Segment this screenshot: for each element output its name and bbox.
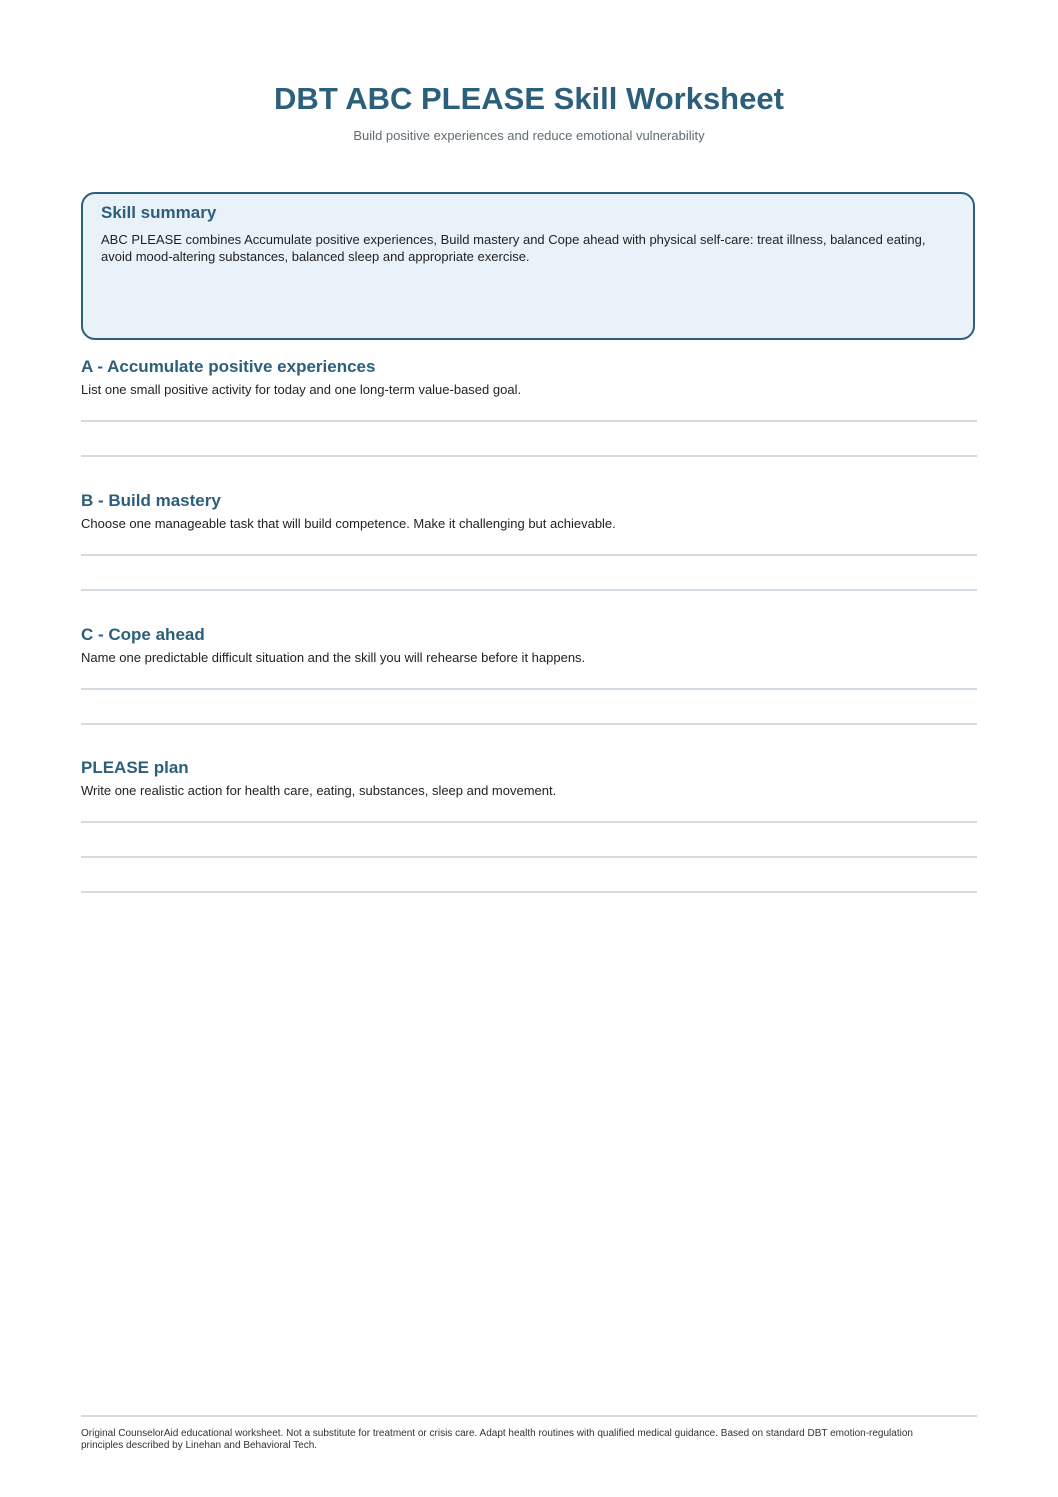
footer-disclaimer: Original CounselorAid educational worksheet. Not a substitute for treatment or crisis care. Adapt health routines with qualified medical guidance. Based on standard DBT emotion-regulation principles described by Linehan and Behavioral Tech. (81, 1428, 913, 1451)
writing-line[interactable] (81, 688, 977, 690)
section-instruction: Choose one manageable task that will build competence. Make it challenging but achievable. (81, 516, 616, 531)
writing-line[interactable] (81, 589, 977, 591)
footer-divider (81, 1415, 977, 1417)
section-instruction: List one small positive activity for today and one long-term value-based goal. (81, 382, 522, 397)
skill-summary-box (81, 192, 975, 340)
section-instruction: Write one realistic action for health care, eating, substances, sleep and movement. (81, 783, 557, 798)
writing-line[interactable] (81, 723, 977, 725)
page-subtitle: Build positive experiences and reduce emotional vulnerability (353, 128, 705, 143)
section-heading: B - Build mastery (81, 491, 221, 510)
writing-line[interactable] (81, 554, 977, 556)
writing-line[interactable] (81, 420, 977, 422)
writing-line[interactable] (81, 455, 977, 457)
section-instruction: Name one predictable difficult situation and the skill you will rehearse before it happens. (81, 650, 586, 665)
summary-text: ABC PLEASE combines Accumulate positive experiences, Build mastery and Cope ahead with physical self-care: treat illness, balanced eating, avoid mood-altering substances, balanced sleep and appropriate exercise. (101, 232, 926, 264)
writing-line[interactable] (81, 856, 977, 858)
writing-line[interactable] (81, 821, 977, 823)
section-heading: A - Accumulate positive experiences (81, 357, 376, 376)
section-heading: C - Cope ahead (81, 625, 205, 644)
writing-line[interactable] (81, 891, 977, 893)
page-title: DBT ABC PLEASE Skill Worksheet (274, 81, 784, 116)
section-heading: PLEASE plan (81, 758, 189, 777)
summary-title: Skill summary (101, 203, 217, 222)
